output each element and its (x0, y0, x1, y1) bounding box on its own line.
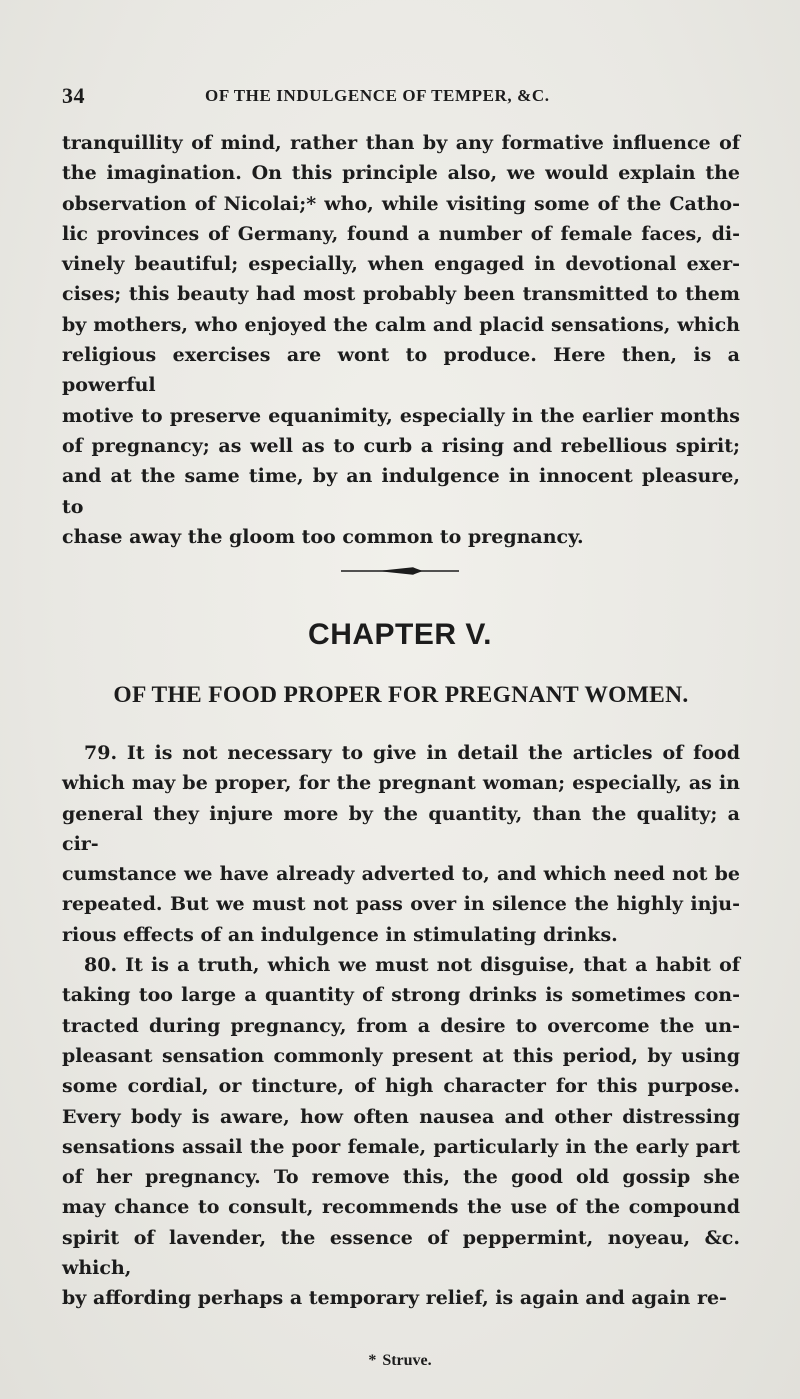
continued-paragraph (62, 128, 740, 552)
text-line: taking too large a quantity of strong drinks is sometimes con- (62, 984, 740, 1007)
chapter-body (62, 738, 740, 1314)
text-line: pleasant sensation commonly present at this period, by using (62, 1044, 740, 1067)
text-line: some cordial, or tincture, of high character for this purpose. (62, 1075, 740, 1098)
text-line: lic provinces of Germany, found a number of female faces, di- (62, 222, 740, 245)
text-line: rious effects of an indulgence in stimulating drinks. (62, 923, 618, 946)
paragraph-text (62, 128, 740, 552)
text-line: general they injure more by the quantity, than the quality; a cir- (62, 802, 740, 855)
paragraph-79 (62, 738, 740, 950)
text-line: may chance to consult, recommends the use of the compound (62, 1196, 740, 1219)
text-line: tranquillity of mind, rather than by any formative influence of (62, 132, 740, 154)
text-line: chase away the gloom too common to pregnancy. (62, 525, 584, 548)
tapered-rule-ornament-icon (341, 563, 459, 579)
chapter-title: CHAPTER V. (308, 618, 492, 651)
running-head (62, 83, 742, 111)
page-number: 34 (62, 83, 85, 108)
text-line: repeated. But we must not pass over in silence the highly inju- (62, 893, 740, 916)
text-line: religious exercises are wont to produce. Here then, is a powerful (62, 344, 740, 397)
running-title: OF THE INDULGENCE OF TEMPER, &C. (205, 86, 550, 105)
footnote (0, 1352, 800, 1370)
paragraph-80 (62, 950, 740, 1314)
text-line: by affording perhaps a temporary relief, is again and again re- (62, 1287, 727, 1310)
chapter-subtitle: OF THE FOOD PROPER FOR PREGNANT WOMEN. (113, 682, 689, 708)
text-line: spirit of lavender, the essence of peppermint, noyeau, &c. which, (62, 1226, 740, 1280)
text-line: observation of Nicolai;* who, while visiting some of the Catho- (62, 192, 740, 215)
text-line: of her pregnancy. To remove this, the good old gossip she (62, 1166, 740, 1189)
text-line: tracted during pregnancy, from a desire to overcome the un- (62, 1014, 740, 1037)
text-line: sensations assail the poor female, particularly in the early part (62, 1135, 740, 1158)
text-line: 79. It is not necessary to give in detail the articles of food (84, 742, 740, 764)
text-line: which may be proper, for the pregnant woman; especially, as in (62, 772, 740, 795)
text-line: by mothers, who enjoyed the calm and placid sensations, which (62, 313, 740, 336)
footnote-mark: * (368, 1352, 377, 1369)
text-line: the imagination. On this principle also, we would explain the (62, 162, 740, 185)
text-line: cumstance we have already adverted to, and which need not be (62, 863, 740, 886)
text-line: cises; this beauty had most probably been transmitted to them (62, 283, 740, 306)
text-line: 80. It is a truth, which we must not disguise, that a habit of (84, 954, 740, 977)
text-line: Every body is aware, how often nausea and other distressing (62, 1105, 740, 1128)
text-line: vinely beautiful; especially, when engaged in devotional exer- (62, 253, 740, 276)
footnote-text: Struve. (382, 1352, 432, 1369)
text-line: motive to preserve equanimity, especially in the earlier months (62, 404, 740, 427)
text-line: of pregnancy; as well as to curb a rising and rebellious spirit; (62, 434, 740, 457)
text-line: and at the same time, by an indulgence in innocent pleasure, to (62, 465, 740, 518)
